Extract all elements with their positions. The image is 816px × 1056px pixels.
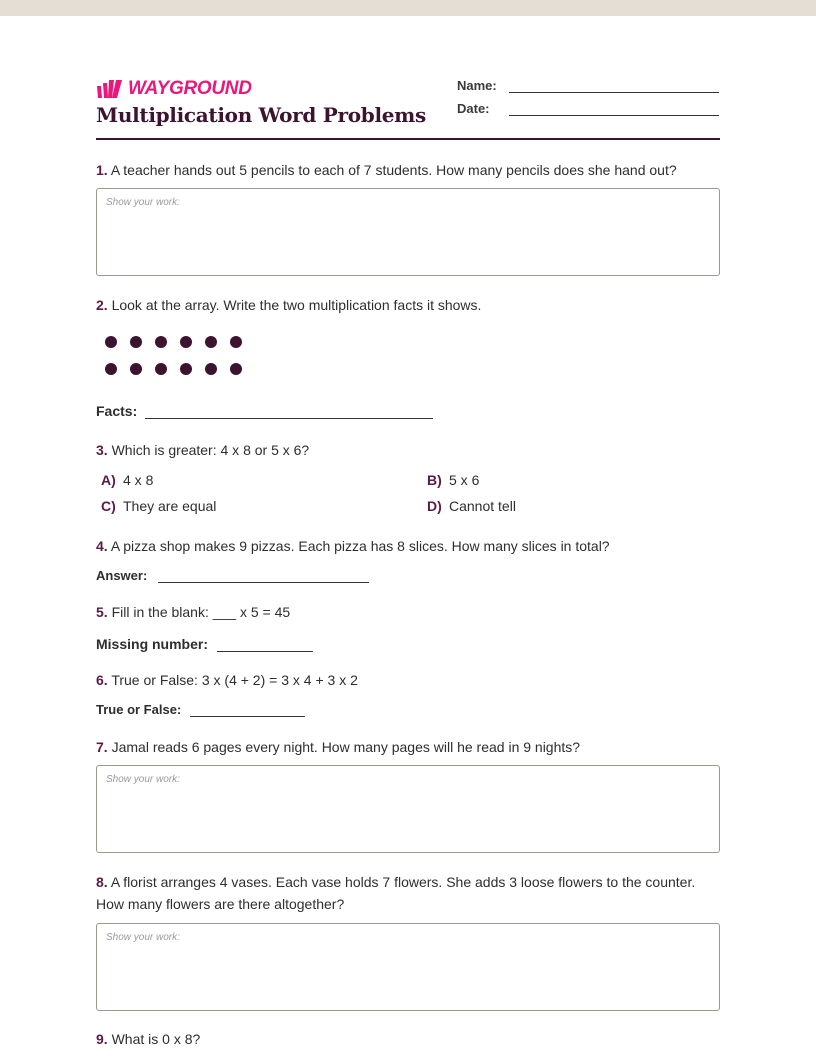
choice-b[interactable] (427, 472, 479, 488)
top-bar (0, 0, 816, 16)
dot (105, 336, 117, 348)
question-text: A florist arranges 4 vases. Each vase holds 7 flowers. She adds 3 loose flowers to the counter. How many flowers are there altogether? (96, 874, 696, 912)
work-box-7[interactable] (96, 765, 720, 853)
dot (230, 336, 242, 348)
date-line[interactable] (509, 101, 719, 116)
answer-label: True or False: (96, 702, 182, 717)
question-number: 1. (96, 162, 108, 178)
question-text: A teacher hands out 5 pencils to each of 7 students. How many pencils does she hand out? (110, 162, 677, 178)
dot (155, 363, 167, 375)
dot (130, 363, 142, 375)
dot-array (105, 336, 255, 390)
choice-c[interactable] (101, 498, 216, 514)
date-field[interactable] (457, 101, 719, 116)
dot (205, 363, 217, 375)
question-number: 8. (96, 874, 108, 890)
work-placeholder: Show your work: (106, 197, 180, 208)
question-text: Fill in the blank: ___ x 5 = 45 (111, 604, 291, 620)
answer-line[interactable] (190, 700, 305, 717)
question-5 (96, 601, 726, 623)
brand-logo (96, 79, 252, 99)
question-6 (96, 669, 726, 691)
question-9 (96, 1028, 726, 1050)
question-number: 9. (96, 1031, 108, 1047)
question-number: 5. (96, 604, 108, 620)
question-8 (96, 871, 722, 915)
question-text: Which is greater: 4 x 8 or 5 x 6? (111, 442, 310, 458)
dot-row (105, 336, 255, 349)
choice-a[interactable] (101, 472, 153, 488)
work-placeholder: Show your work: (106, 932, 180, 943)
choice-letter: C) (101, 498, 116, 514)
choice-text: 4 x 8 (123, 472, 154, 488)
answer-4[interactable] (96, 566, 369, 583)
answer-line[interactable] (217, 631, 313, 652)
dot-row (105, 363, 255, 376)
choice-text: Cannot tell (449, 498, 516, 514)
page-title: Multiplication Word Problems (96, 103, 427, 127)
question-3 (96, 439, 726, 461)
answer-6[interactable] (96, 700, 305, 717)
question-text: A pizza shop makes 9 pizzas. Each pizza has 8 slices. How many slices in total? (110, 538, 610, 554)
dot (180, 363, 192, 375)
question-number: 7. (96, 739, 108, 755)
dot (155, 336, 167, 348)
question-number: 2. (96, 297, 108, 313)
question-number: 3. (96, 442, 108, 458)
work-box-1[interactable] (96, 188, 720, 276)
dot (205, 336, 217, 348)
answer-line[interactable] (158, 566, 369, 583)
question-text: True or False: 3 x (4 + 2) = 3 x 4 + 3 x 2 (111, 672, 358, 688)
brand-name: WAYGROUND (128, 78, 252, 99)
work-box-8[interactable] (96, 923, 720, 1011)
answer-label: Answer: (96, 568, 148, 583)
choice-text: They are equal (123, 498, 217, 514)
question-text: Jamal reads 6 pages every night. How many pages will he read in 9 nights? (111, 739, 581, 755)
facts-label: Facts: (96, 403, 138, 419)
dot (130, 336, 142, 348)
question-number: 6. (96, 672, 108, 688)
choice-letter: A) (101, 472, 116, 488)
answer-5[interactable] (96, 631, 313, 652)
dot (105, 363, 117, 375)
dot (230, 363, 242, 375)
name-label: Name: (457, 78, 497, 93)
name-field[interactable] (457, 78, 719, 93)
choice-letter: B) (427, 472, 442, 488)
facts-answer[interactable] (96, 400, 433, 419)
answer-label: Missing number: (96, 636, 209, 652)
question-number: 4. (96, 538, 108, 554)
name-line[interactable] (509, 78, 719, 93)
work-placeholder: Show your work: (106, 774, 180, 785)
wayground-logo-icon (96, 80, 124, 98)
question-4 (96, 535, 726, 557)
question-7 (96, 736, 726, 758)
question-2 (96, 294, 726, 316)
choice-d[interactable] (427, 498, 516, 514)
question-1 (96, 159, 726, 181)
choice-letter: D) (427, 498, 442, 514)
question-text: What is 0 x 8? (111, 1031, 201, 1047)
date-label: Date: (457, 101, 490, 116)
choice-text: 5 x 6 (449, 472, 480, 488)
header-divider (96, 138, 720, 140)
question-text: Look at the array. Write the two multiplication facts it shows. (111, 297, 482, 313)
facts-line[interactable] (145, 400, 433, 419)
dot (180, 336, 192, 348)
